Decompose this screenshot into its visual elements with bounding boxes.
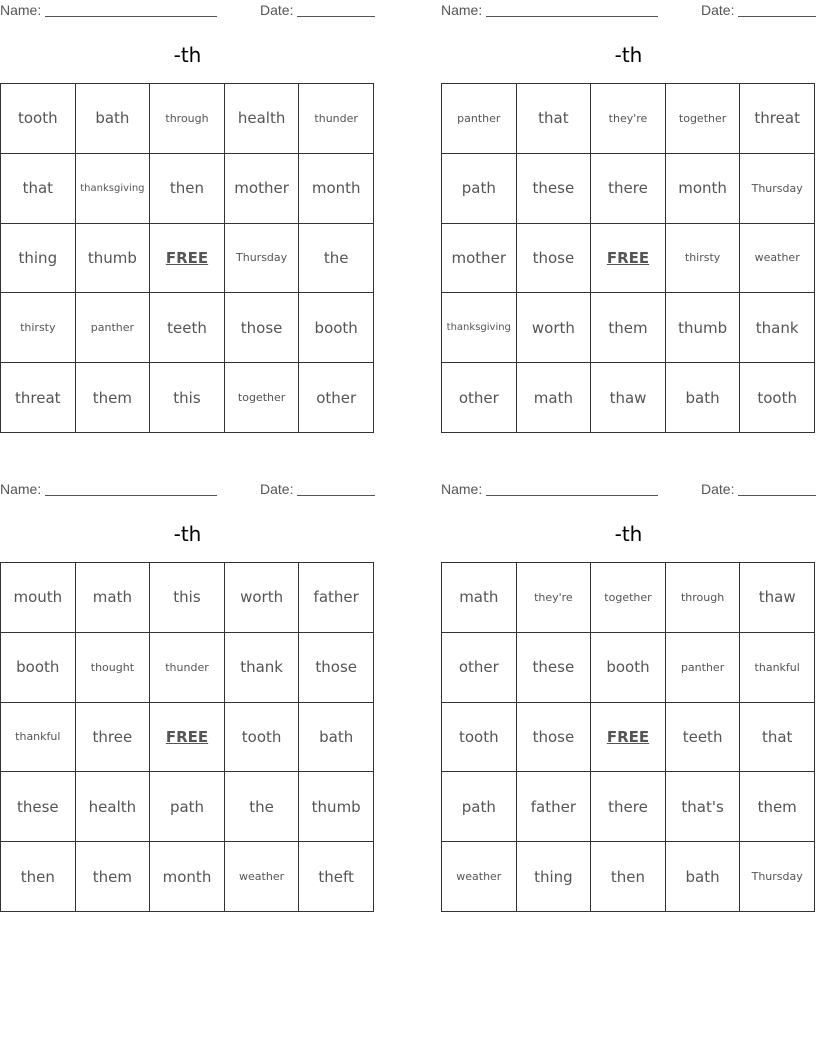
name-label: Name:	[0, 2, 42, 18]
bingo-cell[interactable]: month	[150, 842, 225, 912]
bingo-cell[interactable]: mother	[442, 224, 517, 294]
bingo-cell[interactable]: thirsty	[666, 224, 741, 294]
bingo-cell[interactable]: there	[591, 772, 666, 842]
bingo-grid	[0, 562, 374, 912]
bingo-cell[interactable]: this	[150, 563, 225, 633]
bingo-cell[interactable]: path	[150, 772, 225, 842]
bingo-cell[interactable]: Thursday	[740, 154, 815, 224]
bingo-cell[interactable]: then	[591, 842, 666, 912]
bingo-grid	[0, 83, 374, 433]
name-blank-line[interactable]	[45, 16, 217, 17]
bingo-cell[interactable]: weather	[225, 842, 300, 912]
name-blank-line[interactable]	[486, 16, 658, 17]
bingo-cell[interactable]: tooth	[225, 703, 300, 773]
bingo-cell[interactable]: math	[517, 363, 592, 433]
bingo-cell[interactable]: thirsty	[1, 293, 76, 363]
bingo-card	[0, 0, 375, 440]
bingo-grid	[441, 562, 815, 912]
bingo-cell[interactable]: panther	[76, 293, 151, 363]
bingo-cell[interactable]: booth	[299, 293, 374, 363]
bingo-cell[interactable]: they're	[517, 563, 592, 633]
bingo-cell[interactable]: other	[442, 633, 517, 703]
bingo-cell[interactable]: panther	[666, 633, 741, 703]
bingo-cell[interactable]: thumb	[76, 224, 151, 294]
bingo-card	[441, 0, 816, 440]
bingo-cell[interactable]: those	[517, 703, 592, 773]
bingo-cell[interactable]: thing	[1, 224, 76, 294]
bingo-cell[interactable]: them	[76, 363, 151, 433]
bingo-cell[interactable]: thanksgiving	[76, 154, 151, 224]
bingo-cell[interactable]: path	[442, 154, 517, 224]
bingo-cell[interactable]: thaw	[591, 363, 666, 433]
bingo-cell[interactable]: this	[150, 363, 225, 433]
bingo-cell[interactable]: thaw	[740, 563, 815, 633]
bingo-cell[interactable]: math	[76, 563, 151, 633]
bingo-cell[interactable]: thank	[740, 293, 815, 363]
bingo-cell[interactable]: teeth	[150, 293, 225, 363]
bingo-cell[interactable]: these	[517, 633, 592, 703]
card-header	[441, 2, 816, 20]
name-label: Name:	[441, 2, 483, 18]
bingo-cell[interactable]: weather	[442, 842, 517, 912]
bingo-cell[interactable]: those	[517, 224, 592, 294]
bingo-cell[interactable]: there	[591, 154, 666, 224]
date-label: Date:	[260, 481, 294, 497]
name-label: Name:	[441, 481, 483, 497]
bingo-cell[interactable]: tooth	[442, 703, 517, 773]
bingo-cell[interactable]: tooth	[740, 363, 815, 433]
bingo-cell[interactable]: through	[150, 84, 225, 154]
bingo-cell[interactable]: worth	[517, 293, 592, 363]
bingo-cell[interactable]: Thursday	[740, 842, 815, 912]
bingo-cell[interactable]: thumb	[299, 772, 374, 842]
bingo-cell[interactable]: that	[1, 154, 76, 224]
bingo-cell[interactable]: other	[442, 363, 517, 433]
card-title: -th	[614, 522, 643, 546]
bingo-cell[interactable]: path	[442, 772, 517, 842]
bingo-cell[interactable]: those	[225, 293, 300, 363]
bingo-cell[interactable]: teeth	[666, 703, 741, 773]
bingo-cell[interactable]: mother	[225, 154, 300, 224]
bingo-cell[interactable]: booth	[1, 633, 76, 703]
date-blank-line[interactable]	[297, 495, 375, 496]
card-header	[441, 481, 816, 499]
bingo-cell[interactable]: panther	[442, 84, 517, 154]
bingo-cell[interactable]: the	[225, 772, 300, 842]
bingo-cell[interactable]: month	[299, 154, 374, 224]
bingo-cell[interactable]: these	[517, 154, 592, 224]
card-header	[0, 2, 375, 20]
bingo-cell[interactable]: bath	[666, 842, 741, 912]
bingo-cell[interactable]: together	[666, 84, 741, 154]
bingo-cell[interactable]: thank	[225, 633, 300, 703]
bingo-cell[interactable]: that	[740, 703, 815, 773]
date-blank-line[interactable]	[297, 16, 375, 17]
bingo-cell[interactable]: threat	[740, 84, 815, 154]
bingo-cell[interactable]: father	[517, 772, 592, 842]
bingo-cell[interactable]: bath	[299, 703, 374, 773]
bingo-cell[interactable]: father	[299, 563, 374, 633]
bingo-cell[interactable]: weather	[740, 224, 815, 294]
date-blank-line[interactable]	[738, 495, 816, 496]
name-label: Name:	[0, 481, 42, 497]
card-title: -th	[173, 43, 202, 67]
bingo-card	[441, 479, 816, 919]
bingo-cell[interactable]: thing	[517, 842, 592, 912]
bingo-cell[interactable]: three	[76, 703, 151, 773]
bingo-cell[interactable]: them	[591, 293, 666, 363]
free-space-cell[interactable]: FREE	[150, 224, 225, 294]
bingo-cell[interactable]: thumb	[666, 293, 741, 363]
bingo-cell[interactable]: them	[740, 772, 815, 842]
bingo-cell[interactable]: bath	[76, 84, 151, 154]
bingo-cell[interactable]: theft	[299, 842, 374, 912]
bingo-cell[interactable]: these	[1, 772, 76, 842]
bingo-cell[interactable]: thunder	[150, 633, 225, 703]
bingo-cell[interactable]: health	[225, 84, 300, 154]
bingo-cell[interactable]: thunder	[299, 84, 374, 154]
name-blank-line[interactable]	[486, 495, 658, 496]
date-label: Date:	[260, 2, 294, 18]
card-title: -th	[614, 43, 643, 67]
bingo-cell[interactable]: health	[76, 772, 151, 842]
bingo-cell[interactable]: thankful	[1, 703, 76, 773]
date-blank-line[interactable]	[738, 16, 816, 17]
bingo-cell[interactable]: thanksgiving	[442, 293, 517, 363]
bingo-cell[interactable]: booth	[591, 633, 666, 703]
free-space-cell[interactable]: FREE	[591, 703, 666, 773]
bingo-cell[interactable]: through	[666, 563, 741, 633]
bingo-cell[interactable]: then	[1, 842, 76, 912]
bingo-card	[0, 479, 375, 919]
date-label: Date:	[701, 2, 735, 18]
bingo-cell[interactable]: math	[442, 563, 517, 633]
card-title: -th	[173, 522, 202, 546]
bingo-grid	[441, 83, 815, 433]
bingo-cell[interactable]: bath	[666, 363, 741, 433]
bingo-cell[interactable]: worth	[225, 563, 300, 633]
bingo-cell[interactable]: that's	[666, 772, 741, 842]
bingo-cell[interactable]: month	[666, 154, 741, 224]
bingo-cell[interactable]: that	[517, 84, 592, 154]
bingo-cell[interactable]: those	[299, 633, 374, 703]
bingo-cell[interactable]: mouth	[1, 563, 76, 633]
card-header	[0, 481, 375, 499]
bingo-cell[interactable]: the	[299, 224, 374, 294]
free-space-cell[interactable]: FREE	[591, 224, 666, 294]
bingo-cell[interactable]: them	[76, 842, 151, 912]
name-blank-line[interactable]	[45, 495, 217, 496]
bingo-cell[interactable]: together	[225, 363, 300, 433]
date-label: Date:	[701, 481, 735, 497]
bingo-cell[interactable]: threat	[1, 363, 76, 433]
bingo-cell[interactable]: together	[591, 563, 666, 633]
bingo-cell[interactable]: Thursday	[225, 224, 300, 294]
bingo-cell[interactable]: then	[150, 154, 225, 224]
bingo-cell[interactable]: they're	[591, 84, 666, 154]
bingo-cell[interactable]: thought	[76, 633, 151, 703]
bingo-cell[interactable]: other	[299, 363, 374, 433]
free-space-cell[interactable]: FREE	[150, 703, 225, 773]
bingo-cell[interactable]: thankful	[740, 633, 815, 703]
bingo-cell[interactable]: tooth	[1, 84, 76, 154]
